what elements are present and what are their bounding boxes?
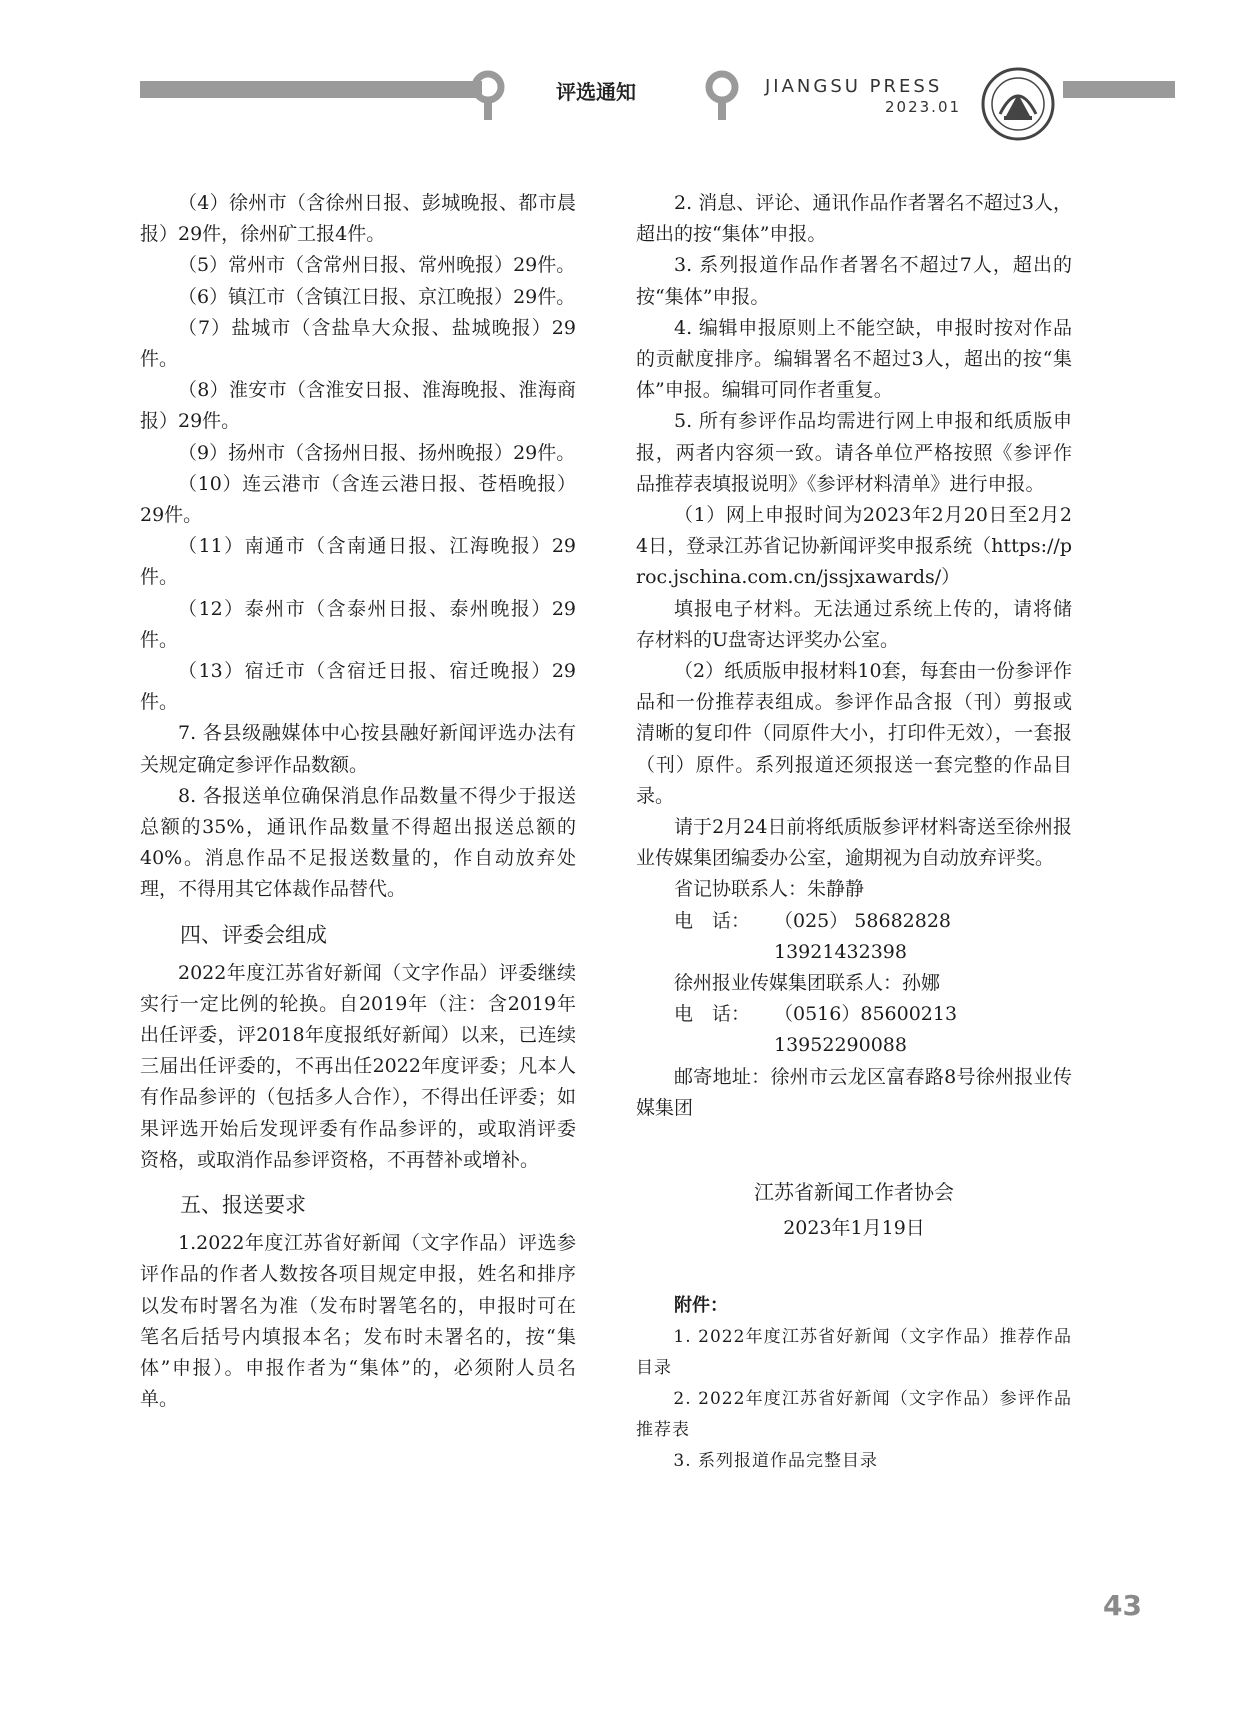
paragraph: （13）宿迁市（含宿迁日报、宿迁晚报）29件。: [140, 660, 576, 714]
contact-phone-row: [636, 999, 1072, 1030]
phone-number: 13952290088: [774, 1034, 907, 1057]
header-rule-right: [1063, 81, 1175, 98]
location-pin-icon: [466, 70, 510, 122]
association-seal-icon: [980, 66, 1056, 142]
attachment-item: 1. 2022年度江苏省好新闻（文字作品）推荐作品目录: [636, 1327, 1072, 1379]
contact-phone-row: [636, 906, 1072, 937]
phone-number: （025） 58682828: [774, 909, 952, 932]
paragraph: 5. 所有参评作品均需进行网上申报和纸质版申报，两者内容须一致。请各单位严格按照《参评作品推荐表填报说明》《参评材料清单》进行申报。: [636, 410, 1072, 495]
mailing-address: 邮寄地址：徐州市云龙区富春路8号徐州报业传媒集团: [636, 1065, 1072, 1119]
paragraph: （6）镇江市（含镇江日报、京江晚报）29件。: [178, 285, 576, 308]
paragraph: 请于2月24日前将纸质版参评材料寄送至徐州报业传媒集团编委办公室，逾期视为自动放弃评奖。: [636, 816, 1072, 870]
paragraph: 2. 消息、评论、通讯作品作者署名不超过3人，超出的按“集体”申报。: [636, 192, 1072, 246]
header-rule-left: [140, 81, 482, 98]
right-column: [636, 188, 1072, 1477]
page-number: 43: [1103, 1589, 1142, 1622]
left-column: [140, 188, 576, 1415]
section-heading-jury: 四、评委会组成: [180, 922, 327, 947]
paragraph: （7）盐城市（含盐阜大众报、盐城晚报）29件。: [140, 316, 576, 371]
paragraph: （9）扬州市（含扬州日报、扬州晚报）29件。: [178, 441, 576, 464]
masthead-name: JIANGSU PRESS: [765, 76, 943, 97]
masthead-issue: 2023.01: [885, 98, 962, 116]
phone-label: 电 话：: [674, 909, 751, 932]
attachment-item: 3. 系列报道作品完整目录: [673, 1451, 879, 1472]
contact-name: 省记协联系人：朱静静: [674, 878, 865, 901]
attachments-title: 附件：: [674, 1295, 728, 1317]
paragraph: 8. 各报送单位确保消息作品数量不得少于报送总额的35%，通讯作品数量不得超出报送总额的40%。消息作品不足报送数量的，作自动放弃处理，不得用其它体裁作品替代。: [140, 784, 576, 901]
paragraph: 3. 系列报道作品作者署名不超过7人，超出的按“集体”申报。: [636, 254, 1072, 308]
paragraph: （8）淮安市（含淮安日报、淮海晚报、淮海商报）29件。: [140, 379, 576, 433]
attachments-list: [636, 1322, 1072, 1477]
paragraph: 1.2022年度江苏省好新闻（文字作品）评选参评作品的作者人数按各项目规定申报，姓名和排序以发布时署名为准（发布时署笔名的，申报时可在笔名后括号内填报本名；发布时未署名的，按“集体”申报）。申报作者为“集体”的，必须附人员名单。: [140, 1232, 576, 1411]
paragraph: 4. 编辑申报原则上不能空缺，申报时按对作品的贡献度排序。编辑署名不超过3人，超出的按“集体”申报。编辑可同作者重复。: [636, 316, 1072, 402]
contact-name: 徐州报业传媒集团联系人：孙娜: [674, 972, 941, 995]
paragraph: 2022年度江苏省好新闻（文字作品）评委继续实行一定比例的轮换。自2019年（注：含2019年出任评委，评2018年度报纸好新闻）以来，已连续三届出任评委的，不再出任2022年度评委；凡本人有作品参评的（包括多人合作），不得出任评委；如果评选开始后发现评委有作品参评的，或取消评委资格，或取消作品参评资格，不再替补或增补。: [140, 961, 576, 1171]
location-pin-icon: [700, 70, 744, 122]
paragraph: （2）纸质版申报材料10套，每套由一份参评作品和一份推荐表组成。参评作品含报（刊）剪报或清晰的复印件（同原件大小，打印件无效），一套报（刊）原件。系列报道还须报送一套完整的作品目录。: [636, 660, 1072, 807]
phone-number: （0516）85600213: [774, 1003, 958, 1026]
signature-block: [636, 1174, 1072, 1246]
online-submission-paragraph: （1）网上申报时间为2023年2月20日至2月24日，登录江苏省记协新闻评奖申报系统（https://proc.jschina.com.cn/jssjxawards/）: [636, 504, 1072, 589]
paragraph: 填报电子材料。无法通过系统上传的，请将储存材料的U盘寄达评奖办公室。: [636, 597, 1072, 651]
paragraph: （4）徐州市（含徐州日报、彭城晚报、都市晨报）29件，徐州矿工报4件。: [140, 192, 576, 246]
paragraph: （12）泰州市（含泰州日报、泰州晚报）29件。: [140, 597, 576, 651]
paragraph: （10）连云港市（含连云港日报、苍梧晚报）29件。: [140, 472, 576, 527]
paragraph: （5）常州市（含常州日报、常州晚报）29件。: [178, 254, 576, 277]
signature-date: 2023年1月19日: [783, 1217, 925, 1240]
phone-label: 电 话：: [674, 1003, 751, 1026]
attachment-item: 2. 2022年度江苏省好新闻（文字作品）参评作品推荐表: [636, 1389, 1072, 1441]
section-heading-submit: 五、报送要求: [180, 1193, 306, 1218]
paragraph: 7. 各县级融媒体中心按县融好新闻评选办法有关规定确定参评作品数额。: [140, 722, 576, 776]
section-label: 评选通知: [556, 80, 636, 104]
signature-org: 江苏省新闻工作者协会: [754, 1180, 954, 1205]
paragraph: （11）南通市（含南通日报、江海晚报）29件。: [140, 535, 576, 589]
phone-number: 13921432398: [774, 940, 907, 963]
